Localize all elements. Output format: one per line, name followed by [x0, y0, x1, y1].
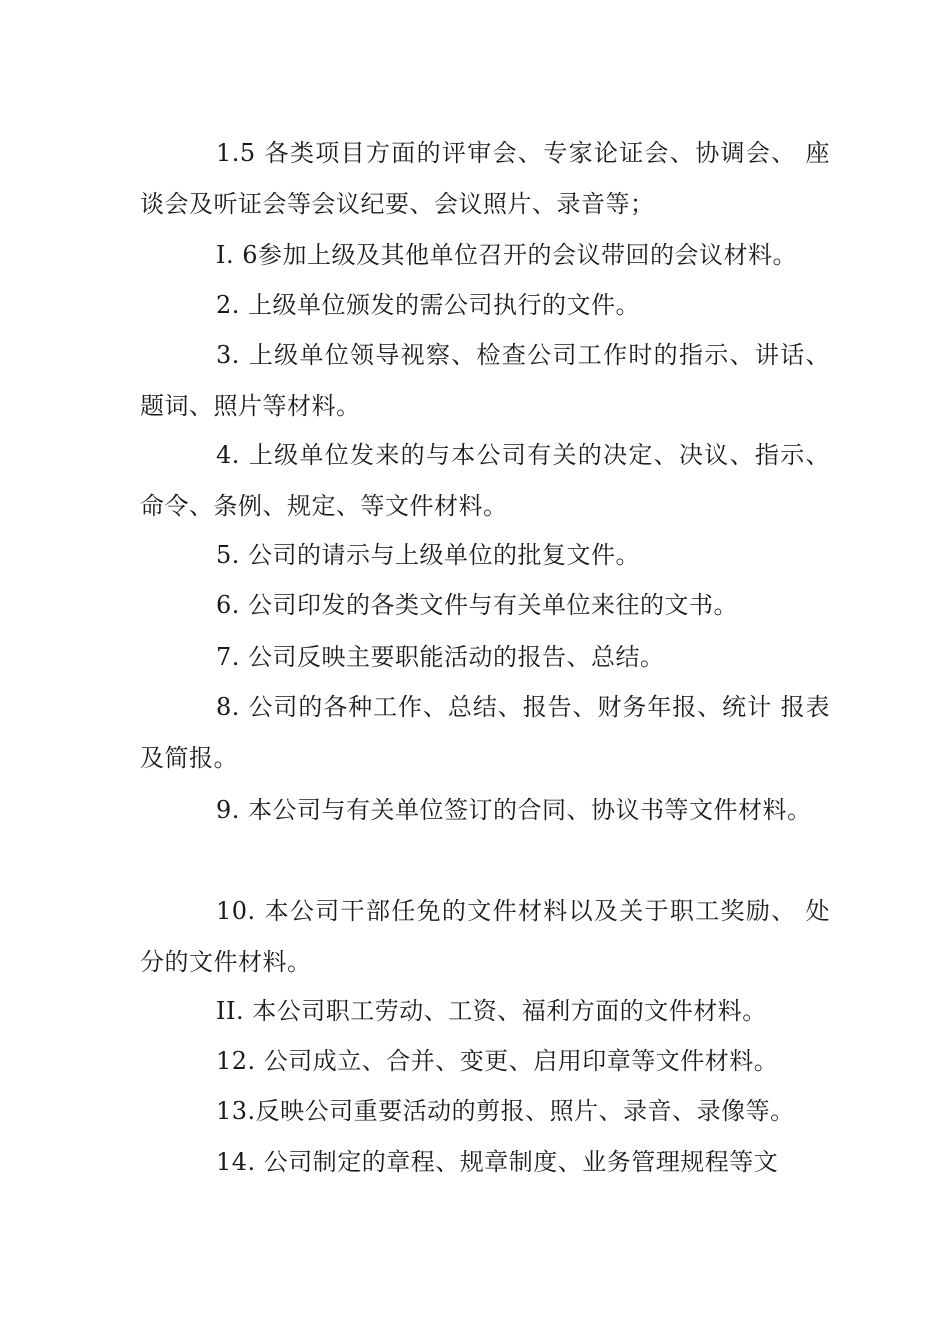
paragraph-7: 7. 公司反映主要职能活动的报告、总结。 — [216, 643, 665, 671]
paragraph-12: 12. 公司成立、合并、变更、启用印章等文件材料。 — [216, 1047, 779, 1075]
paragraph-1-6: I. 6参加上级及其他单位召开的会议带回的会议材料。 — [216, 241, 798, 269]
paragraph-4: 4. 上级单位发来的与本公司有关的决定、决议、指示、命令、条例、规定、等文件材料。 — [140, 441, 830, 520]
paragraph-8: 8. 公司的各种工作、总结、报告、财务年报、统计 报表及简报。 — [140, 693, 830, 772]
paragraph-5: 5. 公司的请示与上级单位的批复文件。 — [216, 541, 641, 569]
paragraph-13: 13.反映公司重要活动的剪报、照片、录音、录像等。 — [216, 1097, 795, 1125]
paragraph-9: 9. 本公司与有关单位签订的合同、协议书等文件材料。 — [216, 796, 812, 824]
paragraph-6: 6. 公司印发的各类文件与有关单位来往的文书。 — [216, 591, 739, 619]
paragraph-10: 10. 本公司干部任免的文件材料以及关于职工奖励、 处分的文件材料。 — [140, 897, 830, 976]
paragraph-11: II. 本公司职工劳动、工资、福利方面的文件材料。 — [216, 997, 767, 1025]
paragraph-3: 3. 上级单位领导视察、检查公司工作时的指示、讲话、题词、照片等材料。 — [140, 341, 830, 420]
paragraph-14: 14. 公司制定的章程、规章制度、业务管理规程等文 — [216, 1148, 779, 1176]
paragraph-2: 2. 上级单位颁发的需公司执行的文件。 — [216, 291, 641, 319]
paragraph-1-5: 1.5 各类项目方面的评审会、专家论证会、协调会、 座谈会及听证会等会议纪要、会议照片、录音等； — [140, 139, 830, 218]
